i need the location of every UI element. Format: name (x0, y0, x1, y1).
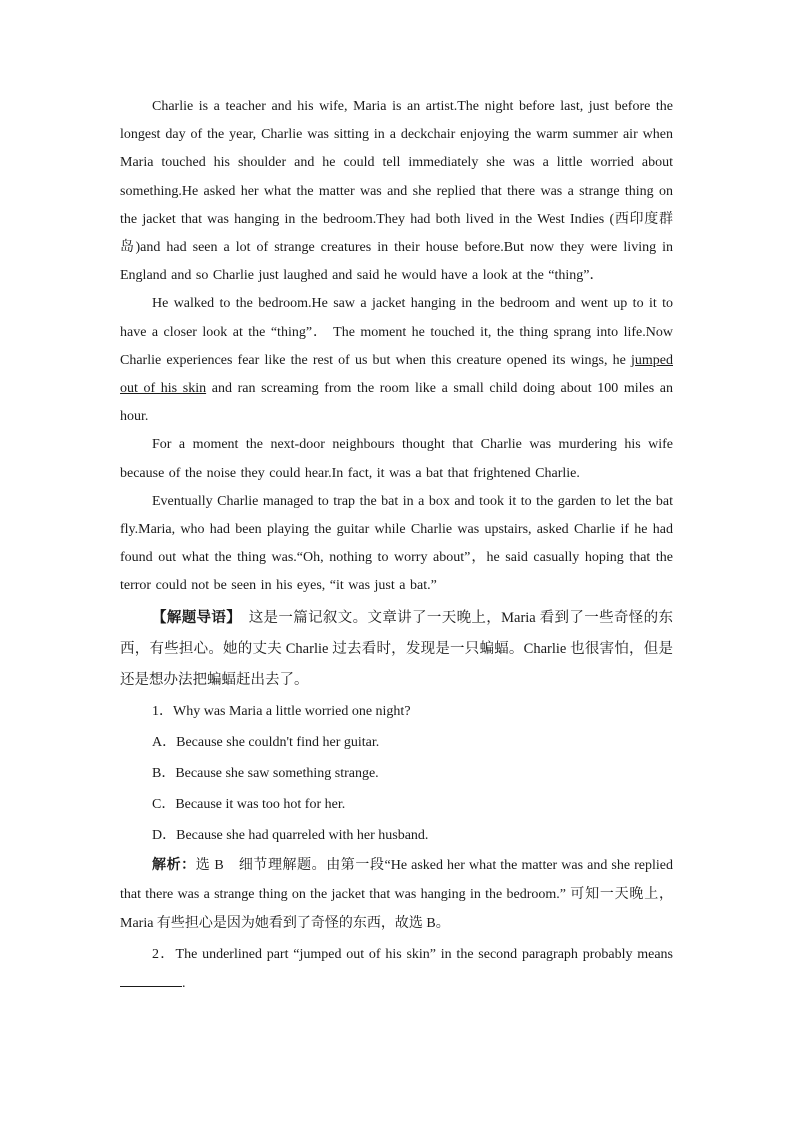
guide-label: 【解题导语】 (152, 609, 234, 626)
guide-text: 这是一篇记叙文。文章讲了一天晚上，Maria 看到了一些奇怪的东西，有些担心。她的丈夫 Charlie 过去看时，发现是一只蝙蝠。Charlie 也很害怕，但是还是想办法把蝙蝠赶出去了。 (120, 609, 673, 688)
passage-paragraph-2 (120, 290, 673, 431)
question-1-analysis (120, 851, 673, 938)
question-1-option-d: D．Because she had quarreled with her husband. (152, 827, 429, 843)
passage-paragraph-3: For a moment the next-door neighbours thought that Charlie was murdering his wife because of the noise they could hear.In fact, it was a bat that frightened Charlie. (120, 437, 673, 481)
question-1-option-a: A．Because she couldn't find her guitar. (152, 734, 380, 750)
question-1-option-b: B．Because she saw something strange. (152, 765, 379, 781)
question-2-text: 2．The underlined part “jumped out of his skin” in the second paragraph probably means (152, 946, 673, 962)
question-1-option-c: C．Because it was too hot for her. (152, 796, 346, 812)
question-1-stem: 1．Why was Maria a little worried one night? (152, 703, 411, 719)
passage-paragraph-4: Eventually Charlie managed to trap the bat in a box and took it to the garden to let the bat fly.Maria, who had been playing the guitar while Charlie was upstairs, asked Charlie if he had found out what the thing was.“Oh, nothing to worry about”，he said casually hoping that the terror could not be seen in his eyes, “it was just a bat.” (120, 493, 673, 594)
paragraph-2-text-end: and ran screaming from the room like a small child doing about 100 miles an hour. (120, 381, 674, 425)
passage-paragraph-1: Charlie is a teacher and his wife, Maria is an artist.The night before last, just before the longest day of the year, Charlie was sitting in a deckchair enjoying the warm summer air when Maria touched his shoulder and he could tell immediately she was a little worried about something.He asked her what the matter was and she replied that there was a strange thing on the jacket that was hanging in the bedroom.They had both lived in the West Indies (西印度群岛)and had seen a lot of strange creatures in their house before.But now they were living in England and so Charlie just laughed and said he would have a look at the “thing”． (120, 99, 673, 284)
paragraph-2-text-start: He walked to the bedroom.He saw a jacket hanging in the bedroom and went up to it to have a closer look at the “thing”． The moment he touched it, the thing sprang into life.Now Charlie experiences fear like the rest of us but when this creature opened its wings, he (120, 296, 673, 368)
document-page (120, 93, 673, 998)
analysis-label: 解析： (152, 857, 196, 873)
underlined-phrase: jumped out of his skin (120, 352, 673, 397)
guide-section (120, 603, 673, 696)
question-2-stem (120, 940, 673, 998)
question-2-end: . (182, 975, 186, 991)
answer-blank (120, 974, 182, 987)
analysis-text: 选 B 细节理解题。由第一段“He asked her what the matter was and she replied that there was a strange thing on the jacket that was hanging in the bedroom.” 可知一天晚上，Maria 有些担心是因为她看到了奇怪的东西，故选 B。 (120, 857, 674, 931)
